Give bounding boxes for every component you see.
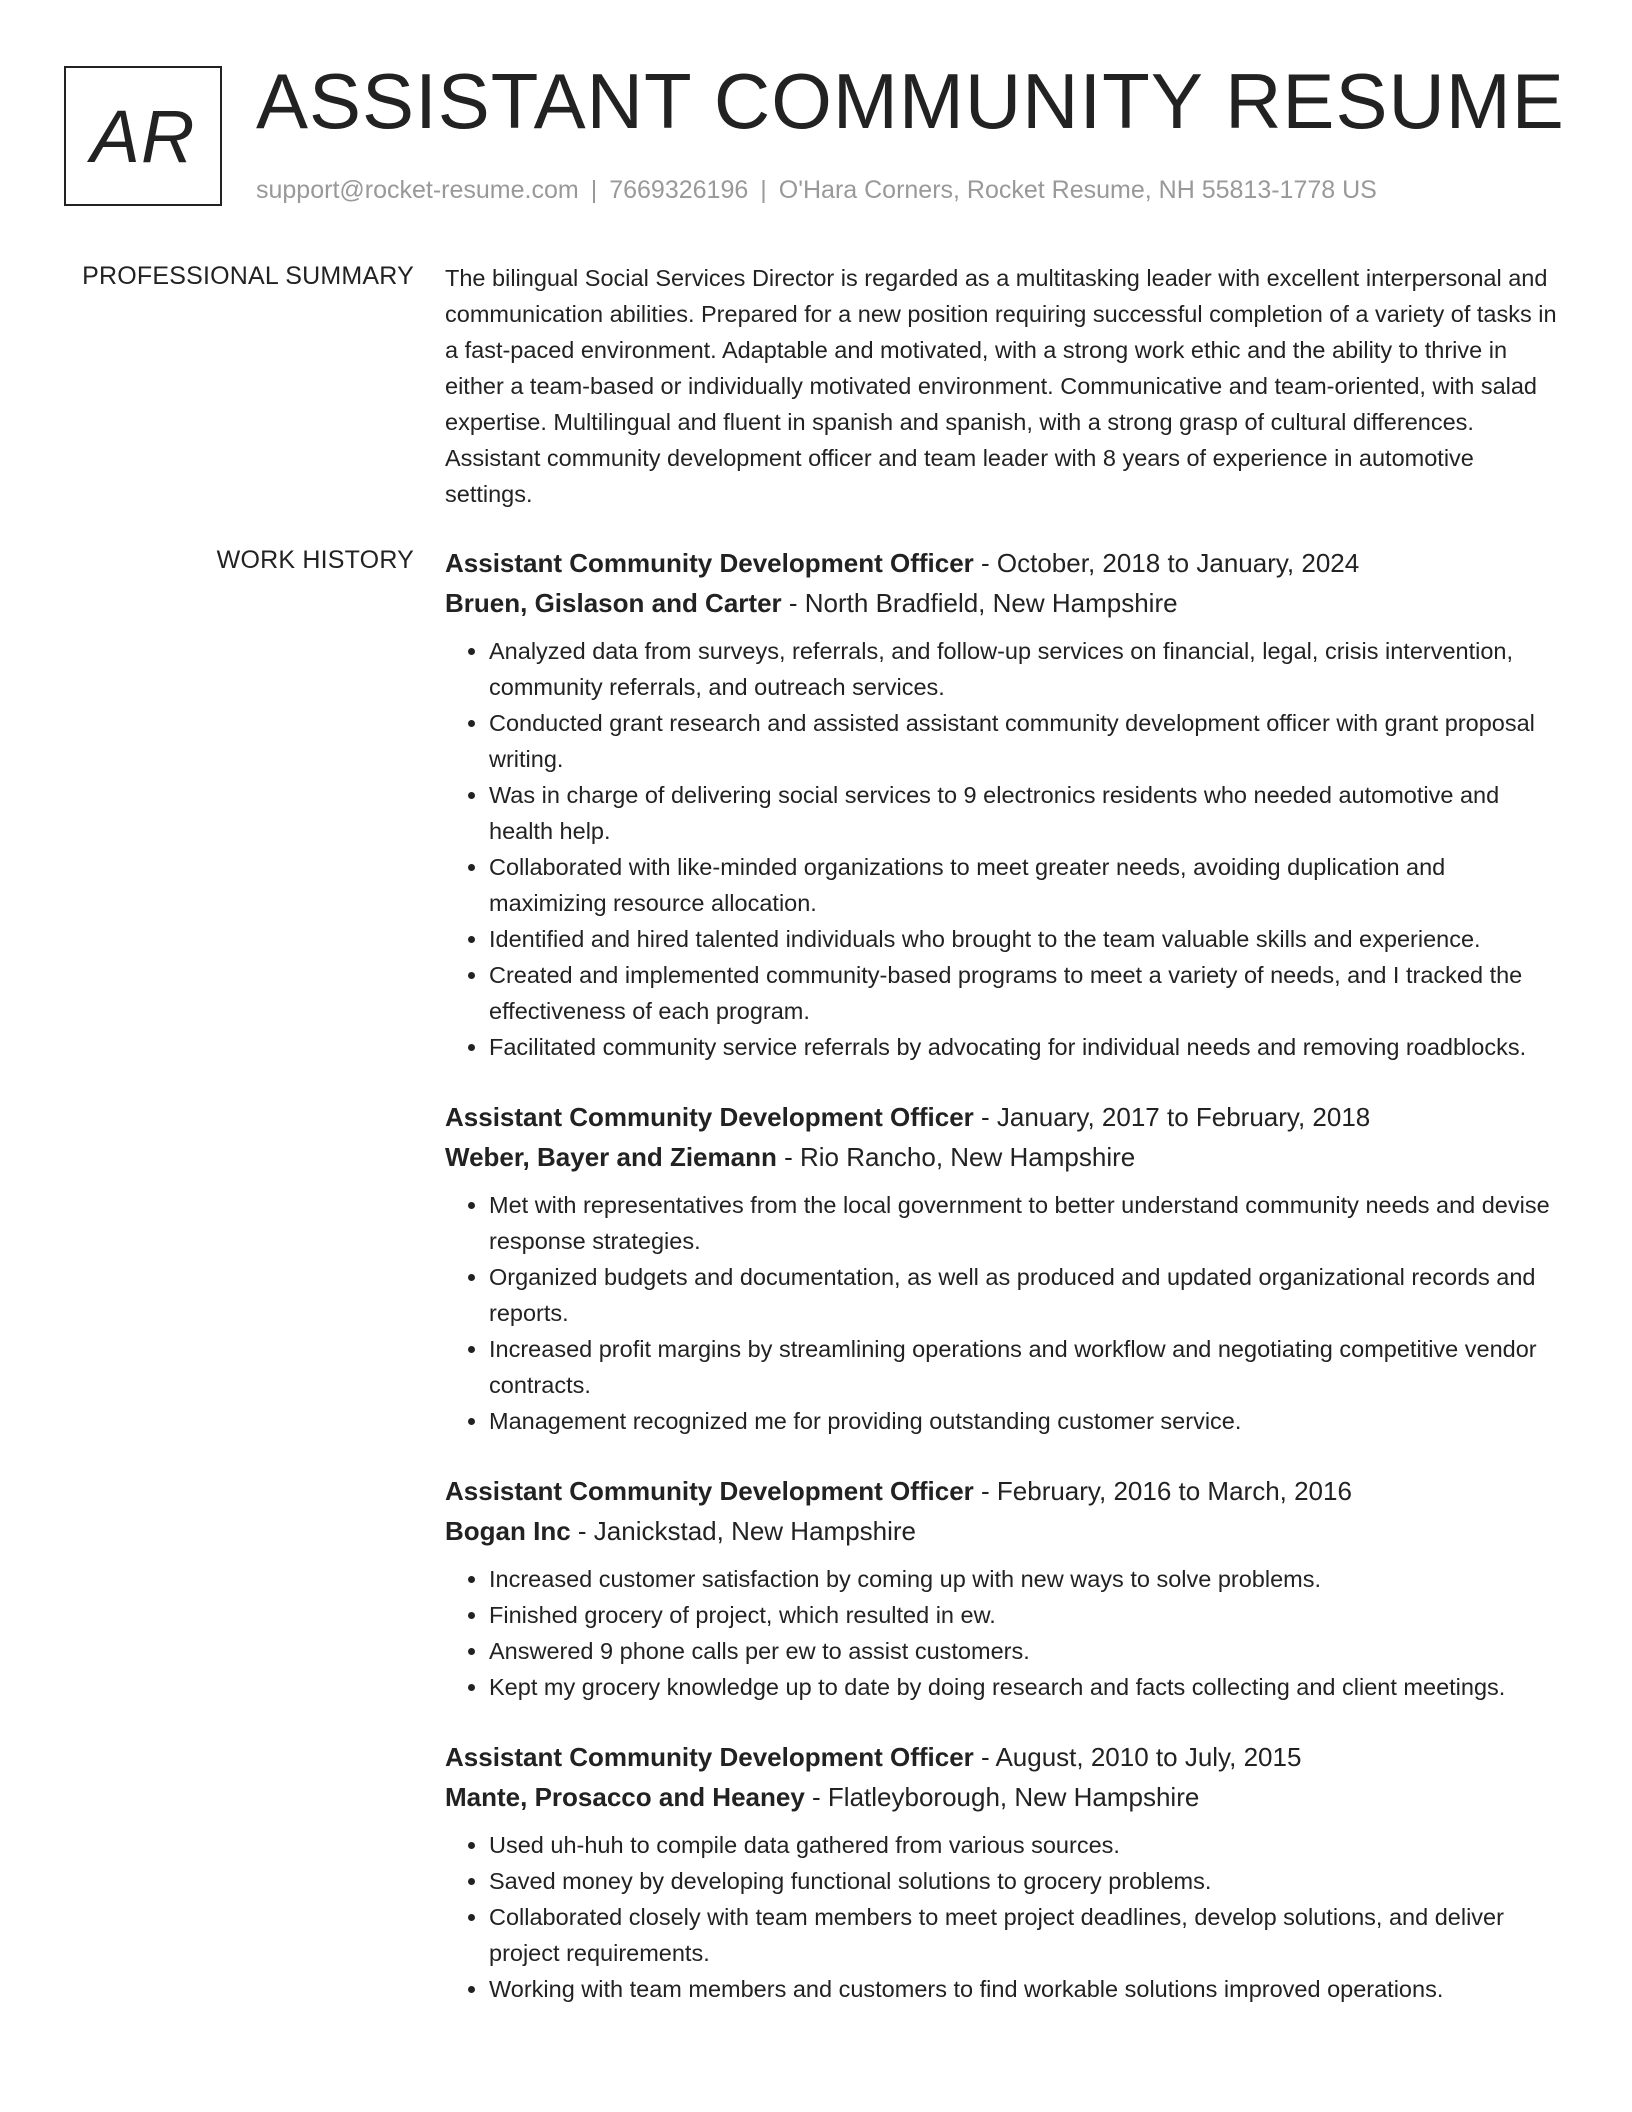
duty-item: • Created and implemented community-based programs to meet a variety of needs, and I tracked the effectiveness of each program. <box>489 957 1563 1029</box>
job-duties <box>445 1827 1563 2007</box>
job-company-line <box>445 1777 1563 1817</box>
initials-monogram: AR <box>64 66 222 206</box>
job-title-line <box>445 543 1563 583</box>
work-history-heading: WORK HISTORY <box>216 546 414 574</box>
job-location: - Flatleyborough, New Hampshire <box>804 1782 1200 1812</box>
work-history-list <box>445 543 1563 2039</box>
contact-info <box>256 176 1377 205</box>
contact-phone[interactable]: 7669326196 <box>609 176 749 204</box>
contact-email[interactable]: support@rocket-resume.com <box>256 176 579 204</box>
duty-item: • Management recognized me for providing outstanding customer service. <box>489 1403 1563 1439</box>
job-entry <box>445 1471 1563 1705</box>
duty-item: • Analyzed data from surveys, referrals, and follow-up services on financial, legal, crisis intervention, community referrals, and outreach services. <box>489 633 1563 705</box>
duty-item: • Increased customer satisfaction by coming up with new ways to solve problems. <box>489 1561 1563 1597</box>
job-company: Mante, Prosacco and Heaney <box>445 1782 805 1812</box>
job-company: Weber, Bayer and Ziemann <box>445 1142 777 1172</box>
job-location: - North Bradfield, New Hampshire <box>781 588 1178 618</box>
duty-item: • Saved money by developing functional solutions to grocery problems. <box>489 1863 1563 1899</box>
duty-item: • Finished grocery of project, which resulted in ew. <box>489 1597 1563 1633</box>
duty-item: • Used uh-huh to compile data gathered from various sources. <box>489 1827 1563 1863</box>
job-dates: - February, 2016 to March, 2016 <box>973 1476 1352 1506</box>
job-title: Assistant Community Development Officer <box>445 548 974 578</box>
job-title: Assistant Community Development Officer <box>445 1102 974 1132</box>
duty-item: • Organized budgets and documentation, as well as produced and updated organizational records and reports. <box>489 1259 1563 1331</box>
page-title: ASSISTANT COMMUNITY RESUME <box>256 57 1565 145</box>
contact-separator: | <box>590 176 598 204</box>
job-entry <box>445 1737 1563 2007</box>
duty-item: • Working with team members and customers to find workable solutions improved operations. <box>489 1971 1563 2007</box>
job-location: - Rio Rancho, New Hampshire <box>776 1142 1136 1172</box>
job-company: Bruen, Gislason and Carter <box>445 588 782 618</box>
job-location: - Janickstad, New Hampshire <box>570 1516 917 1546</box>
duty-item: • Collaborated closely with team members to meet project deadlines, develop solutions, and deliver project requirements. <box>489 1899 1563 1971</box>
duty-item: • Kept my grocery knowledge up to date by doing research and facts collecting and client meetings. <box>489 1669 1563 1705</box>
duty-item: • Was in charge of delivering social services to 9 electronics residents who needed automotive and health help. <box>489 777 1563 849</box>
duty-item: • Met with representatives from the local government to better understand community needs and devise response strategies. <box>489 1187 1563 1259</box>
contact-separator: | <box>760 176 767 204</box>
job-dates: - October, 2018 to January, 2024 <box>973 548 1360 578</box>
job-company: Bogan Inc <box>445 1516 571 1546</box>
job-duties <box>445 1187 1563 1439</box>
job-dates: - January, 2017 to February, 2018 <box>973 1102 1371 1132</box>
duty-item: • Answered 9 phone calls per ew to assist customers. <box>489 1633 1563 1669</box>
job-company-line <box>445 1137 1563 1177</box>
job-duties <box>445 633 1563 1065</box>
job-title: Assistant Community Development Officer <box>445 1476 974 1506</box>
job-entry <box>445 543 1563 1065</box>
duty-item: • Facilitated community service referrals by advocating for individual needs and removing roadblocks. <box>489 1029 1563 1065</box>
duty-item: • Collaborated with like-minded organizations to meet greater needs, avoiding duplication and maximizing resource allocation. <box>489 849 1563 921</box>
duty-item: • Conducted grant research and assisted assistant community development officer with grant proposal writing. <box>489 705 1563 777</box>
job-title-line <box>445 1737 1563 1777</box>
duty-item: • Increased profit margins by streamlining operations and workflow and negotiating competitive vendor contracts. <box>489 1331 1563 1403</box>
job-entry <box>445 1097 1563 1439</box>
job-duties <box>445 1561 1563 1705</box>
job-company-line <box>445 583 1563 623</box>
summary-text: The bilingual Social Services Director is regarded as a multitasking leader with excellent interpersonal and communication abilities. Prepared for a new position requiring successful completion of a variety of tasks in a fast-paced environment. Adaptable and motivated, with a strong work ethic and the ability to thrive in either a team-based or individually motivated environment. Communicative and team-oriented, with salad expertise. Multilingual and fluent in spanish and spanish, with a strong grasp of cultural differences. Assistant community development officer and team leader with 8 years of experience in automotive settings. <box>445 265 1557 507</box>
contact-address: O'Hara Corners, Rocket Resume, NH 55813-1778 US <box>778 176 1377 204</box>
job-dates: - August, 2010 to July, 2015 <box>973 1742 1302 1772</box>
summary-heading: PROFESSIONAL SUMMARY <box>82 262 414 290</box>
job-title-line <box>445 1471 1563 1511</box>
job-title-line <box>445 1097 1563 1137</box>
job-company-line <box>445 1511 1563 1551</box>
job-title: Assistant Community Development Officer <box>445 1742 974 1772</box>
duty-item: • Identified and hired talented individuals who brought to the team valuable skills and experience. <box>489 921 1563 957</box>
